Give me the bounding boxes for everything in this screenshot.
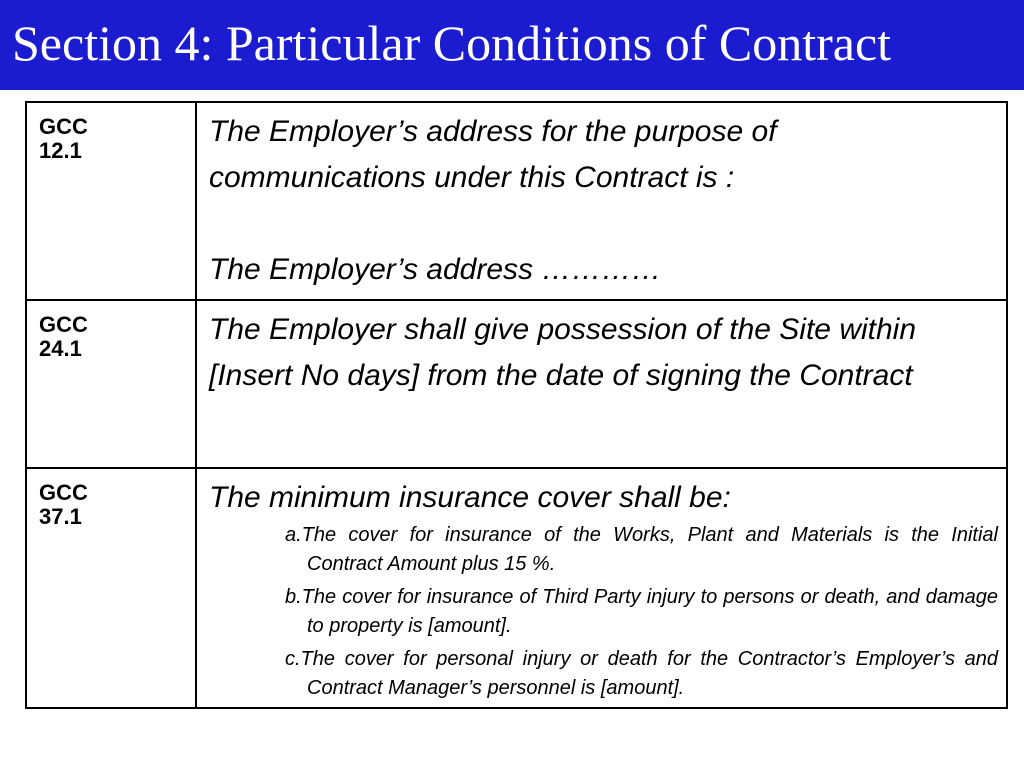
clause-label [27,103,195,163]
clause-prefix: GCC [39,114,88,139]
condition-text [197,103,1006,293]
clause-cell [26,300,196,468]
condition-text [197,301,1006,399]
clause-number: 37.1 [39,504,82,529]
clause-number: 12.1 [39,138,82,163]
condition-cell [196,102,1007,300]
condition-paragraph: The Employer shall give possession of the Site within [Insert No days] from the date of signing the Contract [209,313,917,392]
clause-cell [26,102,196,300]
table-row [26,468,1007,708]
clause-number: 24.1 [39,336,82,361]
insurance-heading: The minimum insurance cover shall be: [209,481,731,514]
list-item: b.The cover for insurance of Third Party injury to persons or death, and damage to property is [amount]. [285,586,998,637]
clause-prefix: GCC [39,480,88,505]
condition-cell [196,300,1007,468]
condition-paragraph: The Employer’s address ………… [209,253,662,286]
condition-text [197,469,1006,703]
insurance-list [209,521,998,703]
clause-prefix: GCC [39,312,88,337]
slide-title: Section 4: Particular Conditions of Contract [12,15,892,71]
conditions-table [25,101,1008,709]
clause-label [27,301,195,361]
list-item: a.The cover for insurance of the Works, Plant and Materials is the Initial Contract Amount plus 15 %. [285,524,998,575]
clause-cell [26,468,196,708]
table-row [26,102,1007,300]
title-bar [0,0,1024,90]
clause-label [27,469,195,529]
condition-paragraph: The Employer’s address for the purpose of communications under this Contract is : [209,115,777,194]
list-item: c.The cover for personal injury or death for the Contractor’s Employer’s and Contract Manager’s personnel is [amount]. [285,648,998,699]
condition-cell [196,468,1007,708]
table-row [26,300,1007,468]
